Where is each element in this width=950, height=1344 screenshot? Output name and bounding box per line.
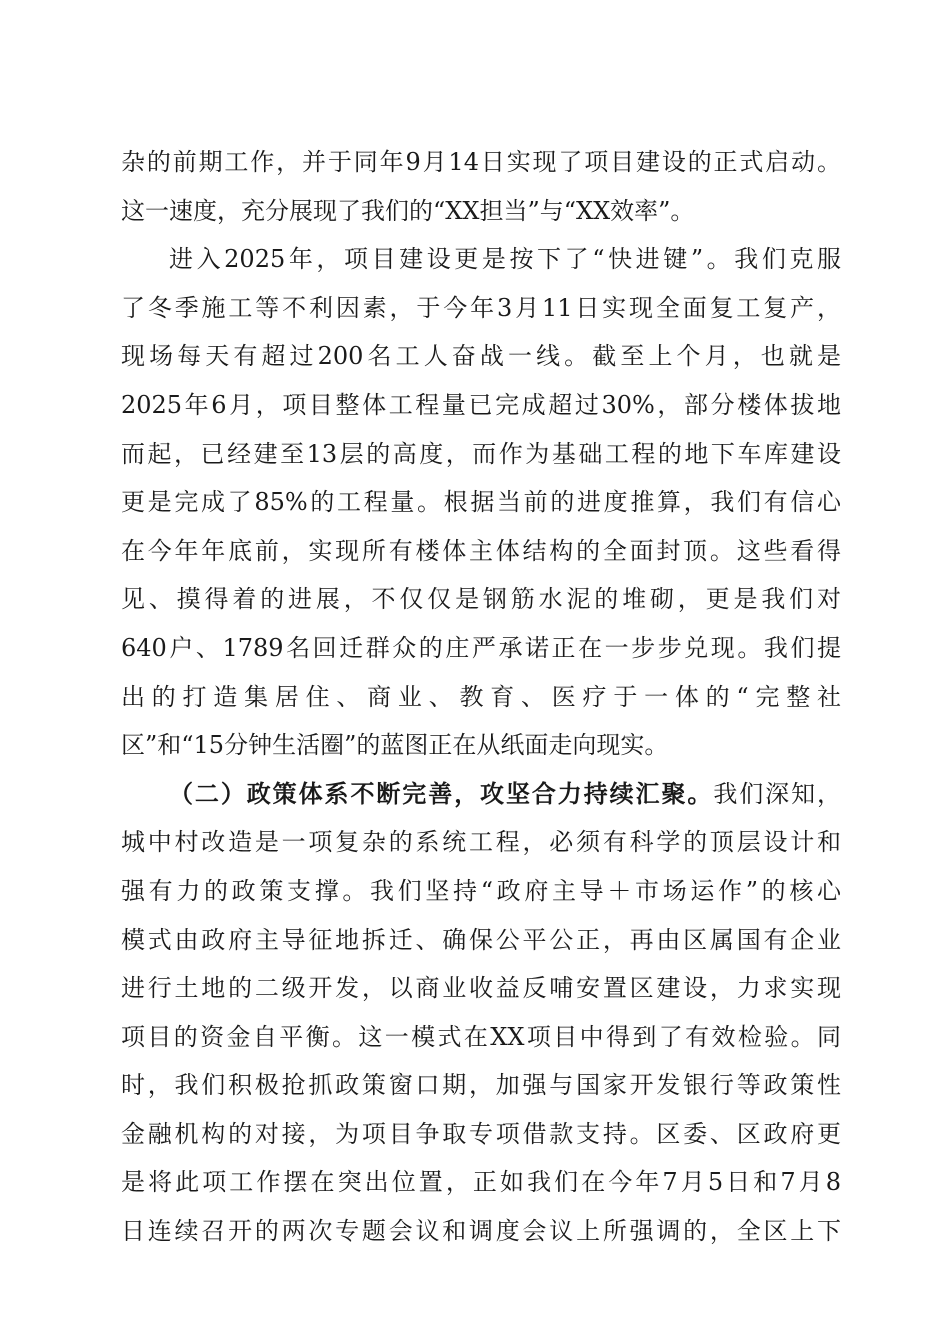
line-text: 现场每天有超过200名工人奋战一线。截至上个月，也就是 (121, 342, 841, 371)
line-text: 而起，已经建至13层的高度，而作为基础工程的地下车库建设 (121, 439, 841, 468)
line-text: 模式由政府主导征地拆迁、确保公平公正，再由区属国有企业 (121, 925, 841, 954)
text-line (121, 284, 841, 333)
text-line (121, 478, 841, 527)
text-line (121, 916, 841, 965)
text-line (121, 575, 841, 624)
text-line (121, 721, 841, 770)
text-line (121, 430, 841, 479)
text-line (121, 673, 841, 722)
text-line (121, 770, 841, 819)
line-text: 金融机构的对接，为项目争取专项借款支持。区委、区政府更 (121, 1119, 841, 1148)
line-text: 见、摸得着的进展，不仅仅是钢筋水泥的堆砌，更是我们对 (121, 585, 841, 614)
text-line (121, 1013, 841, 1062)
section-heading: （二）政策体系不断完善，攻坚合力持续汇聚。 (169, 778, 714, 808)
line-text: 进入2025年，项目建设更是按下了“快进键”。我们克服 (169, 245, 841, 274)
line-text: 项目的资金自平衡。这一模式在XX项目中得到了有效检验。同 (121, 1022, 841, 1051)
text-line (121, 1158, 841, 1207)
text-line (121, 1061, 841, 1110)
text-line (121, 624, 841, 673)
line-text: 这一速度，充分展现了我们的“XX担当”与“XX效率”。 (121, 196, 695, 225)
line-text: 更是完成了85%的工程量。根据当前的进度推算，我们有信心 (121, 488, 841, 517)
line-text: 强有力的政策支撑。我们坚持“政府主导＋市场运作”的核心 (121, 876, 841, 905)
text-line (121, 1207, 841, 1256)
text-line (121, 332, 841, 381)
line-text: 时，我们积极抢抓政策窗口期，加强与国家开发银行等政策性 (121, 1071, 841, 1100)
text-line (121, 235, 841, 284)
text-line (121, 818, 841, 867)
text-line (121, 187, 841, 236)
line-text: 进行土地的二级开发，以商业收益反哺安置区建设，力求实现 (121, 974, 841, 1003)
line-text: 城中村改造是一项复杂的系统工程，必须有科学的顶层设计和 (121, 828, 841, 857)
text-line (121, 867, 841, 916)
line-text: 日连续召开的两次专题会议和调度会议上所强调的，全区上下 (121, 1217, 841, 1246)
text-line (121, 381, 841, 430)
text-line (121, 138, 841, 187)
line-text: 640户、1789名回迁群众的庄严承诺正在一步步兑现。我们提 (121, 633, 841, 662)
line-text: 2025年6月，项目整体工程量已完成超过30%，部分楼体拔地 (121, 390, 841, 419)
line-text: 在今年年底前，实现所有楼体主体结构的全面封顶。这些看得 (121, 536, 841, 565)
text-line (121, 1110, 841, 1159)
text-line (121, 964, 841, 1013)
line-text: 我们深知， (713, 779, 842, 808)
line-text: 是将此项工作摆在突出位置，正如我们在今年7月5日和7月8 (121, 1168, 841, 1197)
text-line (121, 527, 841, 576)
line-text: 出的打造集居住、商业、教育、医疗于一体的“完整社 (121, 682, 841, 711)
line-text: 区”和“15分钟生活圈”的蓝图正在从纸面走向现实。 (121, 731, 669, 760)
document-body (121, 138, 841, 1256)
line-text: 了冬季施工等不利因素，于今年3月11日实现全面复工复产， (121, 293, 841, 322)
line-text: 杂的前期工作，并于同年9月14日实现了项目建设的正式启动。 (121, 148, 841, 176)
